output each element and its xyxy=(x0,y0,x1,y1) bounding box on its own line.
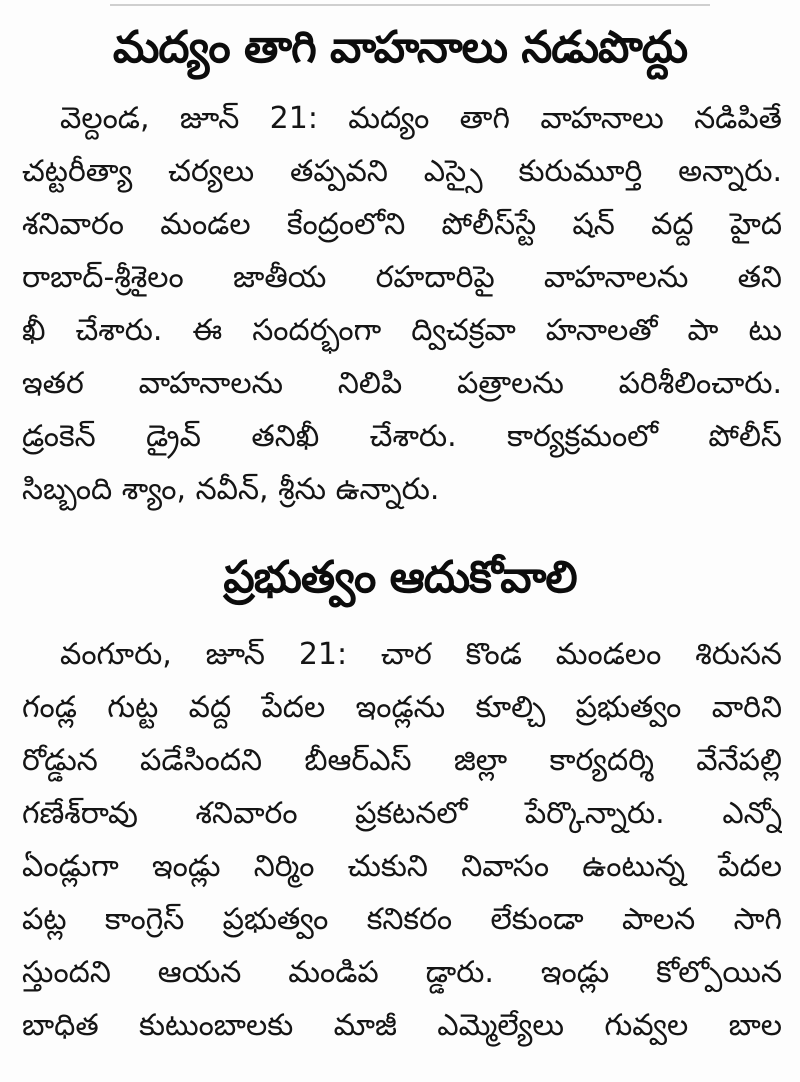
article-line: వెల్దండ, జూన్ 21: మద్యం తాగి వాహనాలు నడిపితే xyxy=(60,101,782,136)
article-line: ఏండ్లుగా ఇండ్లు నిర్మిం చుకుని నివాసం ఉంటున్న పేదల xyxy=(22,849,782,884)
article-line: బాధిత కుటుంబాలకు మాజీ ఎమ్మెల్యేలు గువ్వల బాల xyxy=(22,1008,782,1043)
article-line: చట్టరీత్యా చర్యలు తప్పవని ఎస్సై కురుమూర్తి అన్నారు. xyxy=(22,154,782,189)
article-line: డ్రంకెన్ డ్రైవ్ తనిఖీ చేశారు. కార్యక్రమంలో పోలీస్ xyxy=(22,419,782,454)
article-line: రోడ్డున పడేసిందని బీఆర్ఎస్ జిల్లా కార్యదర్శి వేనేపల్లి xyxy=(22,743,782,778)
article-body xyxy=(22,92,782,516)
article-line: గణేశ్‌రావు శనివారం ప్రకటనలో పేర్కొన్నారు. ఎన్నో xyxy=(22,796,782,831)
article-line: గండ్ల గుట్ట వద్ద పేదల ఇండ్లను కూల్చి ప్రభుత్వం వారిని xyxy=(22,690,782,725)
article-line: స్తుందని ఆయన మండిప డ్డారు. ఇండ్లు కోల్పోయిన xyxy=(22,955,782,990)
article-line: ఇతర వాహనాలను నిలిపి పత్రాలను పరిశీలించారు. xyxy=(22,366,782,401)
article-headline: ప్రభుత్వం ఆదుకోవాలి xyxy=(223,552,577,603)
article-body xyxy=(22,628,782,1052)
article-line: సిబ్బంది శ్యాం, నవీన్, శ్రీను ఉన్నారు. xyxy=(22,472,440,507)
article-line: శనివారం మండల కేంద్రంలోని పోలీస్‌స్టే షన్ వద్ద హైద xyxy=(22,207,782,242)
article-line: రాబాద్-శ్రీశైలం జాతీయ రహదారిపై వాహనాలను తని xyxy=(22,260,782,295)
clipped-previous-text-edge xyxy=(110,0,710,6)
article-line: వంగూరు, జూన్ 21: చార కొండ మండలం శిరుసన xyxy=(60,637,782,672)
article-line: ఖీ చేశారు. ఈ సందర్భంగా ద్విచక్రవా హనాలతో పా టు xyxy=(22,313,782,348)
article-line: పట్ల కాంగ్రెస్ ప్రభుత్వం కనికరం లేకుండా పాలన సాగి xyxy=(22,902,782,937)
article-headline: మద్యం తాగి వాహనాలు నడుపొద్దు xyxy=(112,22,688,73)
